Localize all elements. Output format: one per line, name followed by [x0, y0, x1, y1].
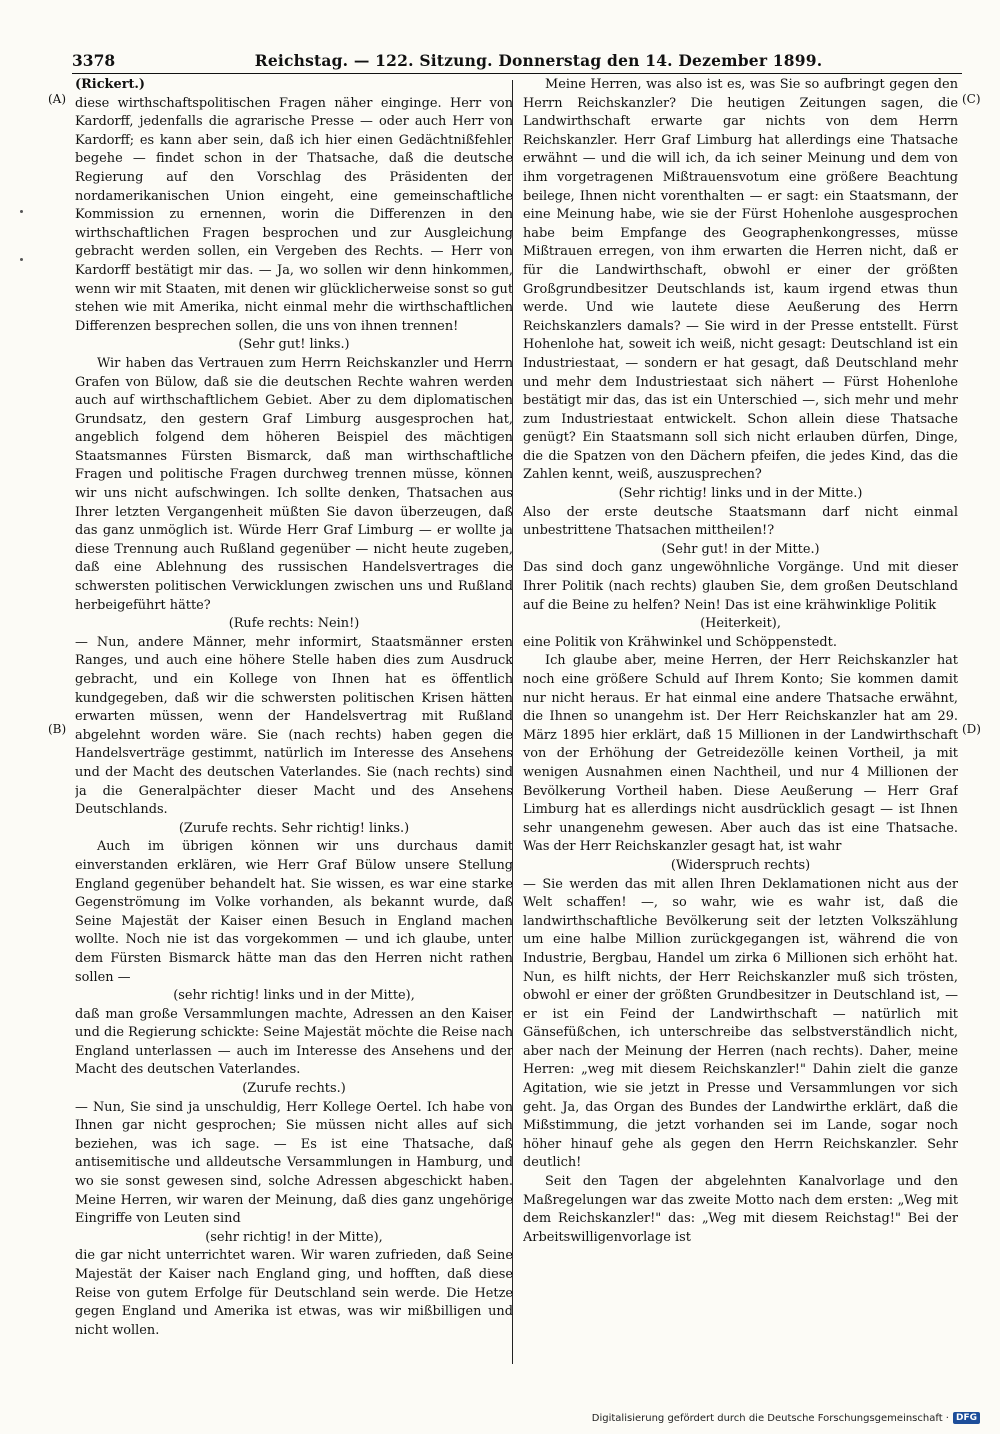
interjection: (sehr richtig! links und in der Mitte), [173, 988, 415, 1004]
interjection: (Rufe rechts: Nein!) [228, 616, 360, 632]
paragraph: Auch im übrigen können wir uns durchaus damit einverstanden erklären, wie Herr Graf Bülow unsere Stellung England gegenüber behandelt hat. Sie wissen, es war eine starke Gegenströmung im Volke vorhanden, als bekannt wurde, daß Seine Majestät der Kaiser einen Besuch in England machen wollte. Noch nie ist das vorgekommen — und ich glaube, unter dem Fürsten Bismarck hätte man das den Herren nicht rathen sollen — [75, 839, 513, 985]
paragraph: — Nun, andere Männer, mehr informirt, Staatsmänner ersten Ranges, und auch eine höhere Stelle haben dies zum Ausdruck gebracht, und ein Kollege von Ihnen hat es öffentlich kundgegeben, daß wir die schwersten politischen Krisen hätten erwarten müssen, wenn der Handelsvertrag mit Rußland abgelehnt worden wäre. Sie (nach rechts) haben gegen die Handelsverträge gestimmt, natürlich im Interesse des Ansehens und der Macht des deutschen Vaterlandes. Sie (nach rechts) sind ja die Generalpächter dieser Macht und des Ansehens Deutschlands. [75, 634, 513, 818]
interjection: (Widerspruch rechts) [670, 857, 811, 873]
paragraph: diese wirthschaftspolitischen Fragen näher einginge. Herr von Kardorff, jedenfalls die agrarische Presse — oder auch Herr von Kardorff; es kann aber sein, daß ich hier einen Gedächtnißfehler begehe — findet schon in der Thatsache, daß die deutsche Regierung auf den Vorschlag des Präsidenten der nordamerikanischen Union eingeht, eine gemeinschaftliche Kommission zu ernennen, worin die Differenzen in den wirthschaftlichen Fragen besprochen und zur Ausgleichung gebracht werden sollen, ein Vergeben des Rechts. — Herr von Kardorff bestätigt mir das. — Ja, wo sollen wir denn hinkommen, wenn wir mit Staaten, mit denen wir glücklicherweise sonst so gut stehen wie mit Amerika, nicht einmal mehr die wirthschaftlichen Differenzen besprechen sollen, die uns von ihnen trennen! [75, 95, 513, 334]
paragraph: daß man große Versammlungen machte, Adressen an den Kaiser und die Regierung schickte: Seine Majestät möchte die Reise nach England unterlassen — auch im Interesse des Ansehens und der Macht des deutschen Vaterlandes. [75, 1006, 513, 1078]
interjection: (Sehr gut! links.) [238, 337, 350, 353]
margin-marker-b: (B) [48, 722, 67, 736]
page-header [72, 44, 962, 74]
dfg-logo: DFG [953, 1412, 980, 1424]
margin-marker-d: (D) [962, 722, 981, 736]
interjection: (Heiterkeit), [700, 616, 781, 632]
paragraph: Meine Herren, was also ist es, was Sie so aufbringt gegen den Herrn Reichskanzler? Die heutigen Zeitungen sagen, die Landwirthschaft erwarte gar nichts von dem Herrn Reichskanzler. Herr Graf Limburg hat allerdings eine Thatsache erwähnt — und die will ich, da ich seiner Meinung und dem von ihm vorgetragenen Mißtrauensvotum eine größere Beachtung beilege, Ihnen nicht vorenthalten — er sagt: ein Staatsmann, der eine Meinung habe, wie sie der Fürst Hohenlohe ausgesprochen habe beim Empfange des Geographenkongresses, müsse Mißtrauen erregen, von ihm erwarten die Herren nicht, daß er für die Landwirthschaft, obwohl er einer der größten Großgrundbesitzer Deutschlands ist, kaum irgend etwas thun werde. Und wie lautete diese Aeußerung des Herrn Reichskanzlers damals? — Sie wird in der Presse entstellt. Fürst Hohenlohe hat, soweit ich weiß, nicht gesagt: Deutschland ist ein Industriestaat, — sondern er hat gesagt, daß Deutschland mehr und mehr dem Industriestaat sich nähert — Fürst Hohenlohe bestätigt mir das, das ist ein Unterschied —, sich mehr und mehr zum Industriestaat entwickelt. Schon allein diese Thatsache genügt? Ein Staatsmann soll sich nicht erlauben dürfen, Dinge, die die Spatzen von den Dächern pfeifen, die jedes Kind, das die Zahlen kennt, weiß, auszusprechen? [523, 77, 958, 483]
paragraph: Ich glaube aber, meine Herren, der Herr Reichskanzler hat noch eine größere Schuld auf Ihrem Konto; Sie kommen damit nur nicht heraus. Er hat einmal eine andere Thatsache erwähnt, die Ihnen so unangehm ist. Der Herr Reichskanzler hat am 29. März 1895 hier erklärt, daß 15 Millionen in der Landwirthschaft von der Erhöhung der Getreidezölle keinen Vortheil, ja mit wenigen Ausnahmen einen Nachtheil, und nur 4 Millionen der Bevölkerung Vortheil haben. Diese Aeußerung — Herr Graf Limburg hat es allerdings nicht ausdrücklich gesagt — ist Ihnen sehr unangenehm gewesen. Aber auch das ist eine Thatsache. Was der Herr Reichskanzler gesagt hat, ist wahr [523, 653, 958, 855]
margin-dot [20, 210, 23, 213]
interjection: (Zurufe rechts.) [242, 1081, 346, 1097]
running-title: Reichstag. — 122. Sitzung. Donnerstag den 14. Dezember 1899. [254, 51, 823, 70]
paragraph: eine Politik von Krähwinkel und Schöppenstedt. [523, 634, 837, 650]
footer-text: Digitalisierung gefördert durch die Deutsche Forschungsgemeinschaft · [591, 1412, 949, 1424]
paragraph: — Nun, Sie sind ja unschuldig, Herr Kollege Oertel. Ich habe von Ihnen gar nicht gesprochen; Sie müssen nicht alles auf sich beziehen, was ich sage. — Es ist eine Thatsache, daß antisemitische und alldeutsche Versammlungen in Hamburg, und wo sie sonst gewesen sind, solche Adressen abgeschickt haben. Meine Herren, wir waren der Meinung, daß dies ganz ungehörige Eingriffe von Leuten sind [75, 1099, 513, 1227]
margin-marker-c: (C) [962, 92, 981, 106]
margin-marker-a: (A) [48, 92, 67, 106]
interjection: (Sehr richtig! links und in der Mitte.) [618, 486, 863, 502]
footer [592, 1412, 980, 1424]
paragraph: — Sie werden das mit allen Ihren Deklamationen nicht aus der Welt schaffen! —, so wahr, wie es wahr ist, daß die landwirthschaftliche Bevölkerung seit der letzten Volkszählung um eine halbe Million zurückgegangen ist, während die von Industrie, Bergbau, Handel um zirka 6 Millionen sich erhöht hat. Nun, es hilft nichts, der Herr Reichskanzler muß sich trösten, obwohl er einer der größten Grundbesitzer in Deutschland ist, — er ist ein Feind der Landwirthschaft — natürlich mit Gänsefüßchen, ich unterschreibe das selbstverständlich nicht, aber nach der Meinung der Herren (nach rechts). Daher, meine Herren: „weg mit diesem Reichskanzler!" Dahin zielt die ganze Agitation, wie sie jetzt in Presse und Versammlungen vor sich geht. Ja, das Organ des Bundes der Landwirthe erklärt, daß die Mißstimmung, die jetzt vorhanden sei im Lande, sogar noch höher hinauf gehe als gegen den Herrn Reichskanzler. Sehr deutlich! [523, 876, 958, 1171]
paragraph: Also der erste deutsche Staatsmann darf nicht einmal unbestrittene Thatsachen mittheilen!? [523, 504, 958, 539]
interjection: (Zurufe rechts. Sehr richtig! links.) [178, 820, 410, 836]
interjection: (Sehr gut! in der Mitte.) [661, 541, 820, 557]
paragraph: Wir haben das Vertrauen zum Herrn Reichskanzler und Herrn Grafen von Bülow, daß sie die deutschen Rechte wahren werden auch auf wirthschaftlichem Gebiet. Aber zu dem diplomatischen Grundsatz, den gestern Graf Limburg ausgesprochen hat, angeblich folgend dem höheren Beispiel des mächtigen Staatsmannes Fürsten Bismarck, daß man wirthschaftliche Fragen und politische Fragen durchweg trennen müsse, können wir uns nicht aufschwingen. Ich sollte denken, Thatsachen aus Ihrer letzten Vergangenheit müßten Sie davon überzeugen, daß das ganz unmöglich ist. Würde Herr Graf Limburg — er wollte ja diese Trennung auch Rußland gegenüber — nicht heute zugeben, daß eine Ablehnung des russischen Handelsvertrages die schwersten politischen Verwicklungen zwischen uns und Rußland herbeigeführt hätte? [75, 355, 513, 613]
paragraph: die gar nicht unterrichtet waren. Wir waren zufrieden, daß Seine Majestät der Kaiser nach England ging, und hofften, daß diese Reise von gutem Erfolge für Deutschland sein werde. Die Hetze gegen England und Amerika ist etwas, was wir mißbilligen und nicht wollen. [75, 1248, 513, 1338]
page-number: 3378 [72, 51, 116, 70]
speaker-name: (Rickert.) [75, 77, 146, 92]
interjection: (sehr richtig! in der Mitte), [205, 1229, 383, 1245]
paragraph: Seit den Tagen der abgelehnten Kanalvorlage und den Maßregelungen war das zweite Motto nach dem ersten: „Weg mit dem Reichskanzler!" das: „Weg mit diesem Reichstag!" Bei der Arbeitswilligenvorlage ist [523, 1174, 958, 1245]
right-column [523, 76, 958, 1366]
paragraph: Das sind doch ganz ungewöhnliche Vorgänge. Und mit dieser Ihrer Politik (nach rechts) glauben Sie, dem großen Deutschland auf die Beine zu helfen? Nein! Das ist eine krähwinklige Politik [523, 560, 958, 613]
left-column [75, 76, 513, 1366]
margin-dot [20, 258, 23, 261]
